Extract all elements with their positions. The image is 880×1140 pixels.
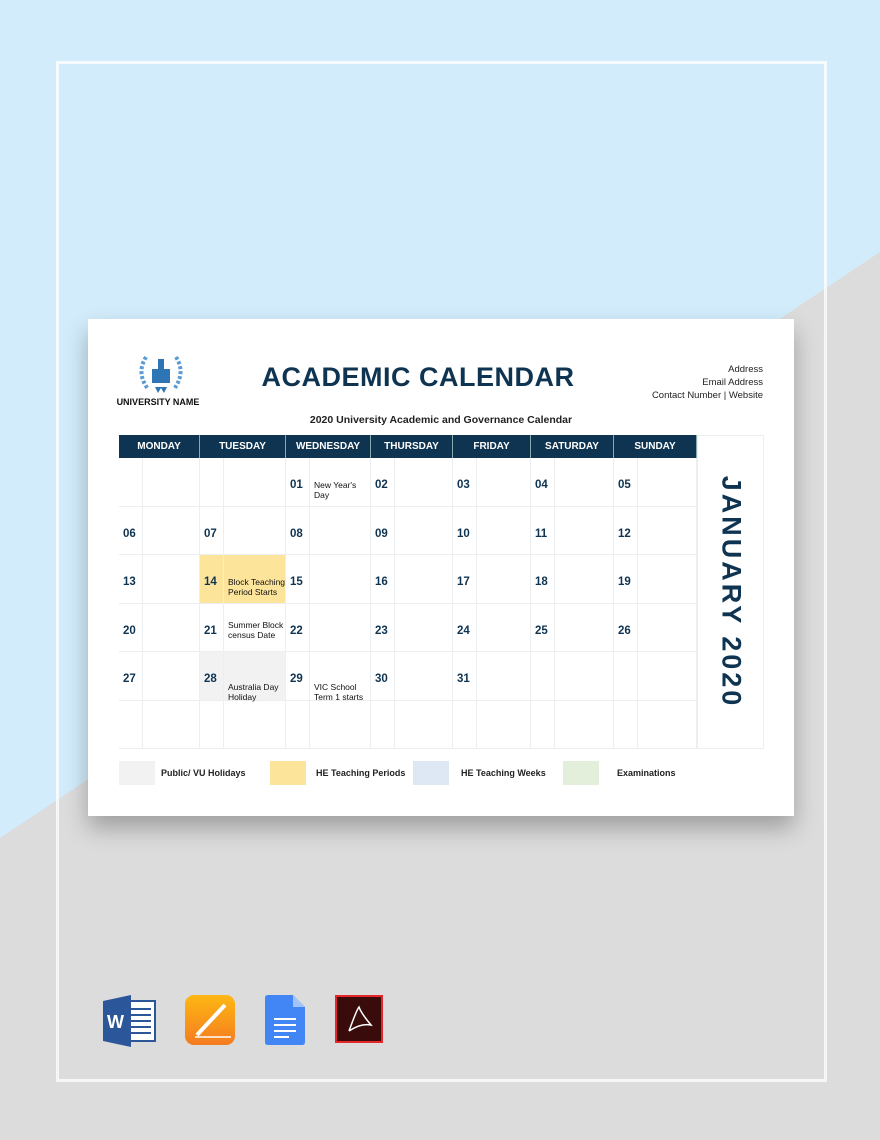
cell-divider: [309, 507, 310, 555]
cell-divider: [223, 458, 224, 506]
day-number: 18: [535, 576, 548, 588]
cell-divider: [394, 604, 395, 652]
day-event-note: VIC School Term 1 starts: [314, 682, 364, 702]
day-number: 12: [618, 527, 631, 540]
day-cell[interactable]: [371, 701, 453, 750]
day-cell[interactable]: [614, 701, 697, 750]
cell-divider: [394, 458, 395, 506]
day-number: 08: [290, 527, 303, 540]
contact-website: Contact Number | Website: [651, 390, 763, 401]
day-cell[interactable]: [200, 555, 286, 604]
legend-label: HE Teaching Periods: [316, 768, 406, 778]
cell-divider: [476, 507, 477, 555]
day-cell[interactable]: [453, 458, 531, 507]
day-cell[interactable]: [531, 458, 614, 507]
cell-divider: [554, 555, 555, 603]
day-number: 14: [204, 576, 217, 588]
cell-divider: [554, 507, 555, 555]
cell-divider: [142, 701, 143, 749]
day-number: 20: [123, 624, 136, 637]
cell-divider: [476, 604, 477, 652]
day-number: 06: [123, 527, 136, 540]
cell-divider: [637, 604, 638, 652]
university-name: UNIVERSITY NAME: [116, 397, 200, 407]
cell-divider: [554, 458, 555, 506]
day-cell[interactable]: [453, 604, 531, 653]
day-cell[interactable]: [453, 701, 531, 750]
pages-icon[interactable]: [185, 995, 237, 1047]
cell-divider: [223, 507, 224, 555]
day-number: 26: [618, 624, 631, 637]
cell-divider: [142, 652, 143, 700]
day-cell[interactable]: [286, 701, 371, 750]
cell-divider: [309, 652, 310, 700]
day-cell[interactable]: [371, 604, 453, 653]
legend-label: Public/ VU Holidays: [161, 768, 246, 778]
cell-divider: [309, 458, 310, 506]
day-cell[interactable]: [200, 701, 286, 750]
day-cell[interactable]: [286, 652, 371, 701]
legend-swatch-teaching_weeks: [413, 761, 449, 785]
contact-block: [652, 363, 763, 402]
day-number: 15: [290, 576, 303, 588]
day-number: 09: [375, 527, 388, 540]
day-cell[interactable]: [286, 507, 371, 556]
cell-divider: [394, 507, 395, 555]
day-cell[interactable]: [614, 458, 697, 507]
day-number: 17: [457, 576, 470, 588]
legend-swatch-exams: [563, 761, 599, 785]
day-number: 13: [123, 576, 136, 588]
day-cell[interactable]: [614, 652, 697, 701]
cell-divider: [554, 652, 555, 700]
legend-label: HE Teaching Weeks: [461, 768, 546, 778]
cell-divider: [394, 652, 395, 700]
day-cell[interactable]: [119, 604, 200, 653]
email: Email Address: [702, 377, 763, 388]
day-cell[interactable]: [371, 652, 453, 701]
cell-divider: [637, 458, 638, 506]
legend-swatch-teaching_period: [270, 761, 306, 785]
day-header-friday: FRIDAY: [453, 435, 531, 458]
calendar-card: [88, 319, 794, 816]
cell-divider: [142, 507, 143, 555]
cell-divider: [637, 701, 638, 749]
cell-divider: [223, 652, 224, 700]
cell-divider: [554, 701, 555, 749]
cell-divider: [476, 652, 477, 700]
address: Address: [728, 364, 763, 375]
day-cell[interactable]: [200, 507, 286, 556]
cell-divider: [476, 458, 477, 506]
day-cell[interactable]: [200, 652, 286, 701]
day-number: 19: [618, 576, 631, 588]
day-number: 25: [535, 624, 548, 637]
cell-divider: [309, 701, 310, 749]
day-event-note: Block Teaching Period Starts: [228, 577, 286, 597]
day-cell[interactable]: [119, 458, 200, 507]
cell-divider: [476, 701, 477, 749]
legend-swatch-holiday: [119, 761, 155, 785]
day-event-note: Summer Block census Date: [228, 619, 284, 640]
day-header-wednesday: WEDNESDAY: [286, 435, 371, 458]
day-cell[interactable]: [286, 555, 371, 604]
cell-divider: [309, 604, 310, 652]
cell-divider: [223, 555, 224, 603]
day-cell[interactable]: [453, 555, 531, 604]
day-event-note: New Year's Day: [314, 480, 357, 500]
cell-divider: [142, 604, 143, 652]
day-number: 02: [375, 479, 388, 491]
cell-divider: [554, 604, 555, 652]
day-number: 29: [290, 673, 303, 685]
day-number: 07: [204, 527, 217, 540]
day-cell[interactable]: [119, 701, 200, 750]
day-number: 10: [457, 527, 470, 540]
day-number: 05: [618, 479, 631, 491]
day-cell[interactable]: [200, 604, 286, 653]
day-cell[interactable]: [531, 701, 614, 750]
day-number: 21: [204, 624, 217, 637]
cell-divider: [223, 604, 224, 652]
day-number: 23: [375, 624, 388, 637]
day-cell[interactable]: [531, 652, 614, 701]
cell-divider: [637, 507, 638, 555]
day-cell[interactable]: [453, 507, 531, 556]
day-number: 16: [375, 576, 388, 588]
day-cell[interactable]: [371, 555, 453, 604]
day-cell[interactable]: [119, 652, 200, 701]
day-cell[interactable]: [286, 604, 371, 653]
day-cell[interactable]: [286, 458, 371, 507]
day-number: 22: [290, 624, 303, 637]
day-number: 11: [535, 527, 548, 540]
day-cell[interactable]: [531, 507, 614, 556]
cell-divider: [394, 701, 395, 749]
subtitle: 2020 University Academic and Governance Calendar: [309, 414, 573, 426]
university-logo-icon: [134, 349, 188, 397]
month-label: JANUARY 2020: [716, 475, 746, 709]
cell-divider: [394, 555, 395, 603]
day-cell[interactable]: [371, 458, 453, 507]
pdf-icon[interactable]: [335, 995, 385, 1047]
day-number: 31: [457, 673, 470, 685]
day-number: 04: [535, 479, 548, 491]
word-icon[interactable]: [101, 995, 157, 1047]
day-cell[interactable]: [453, 652, 531, 701]
day-event-note: Australia Day Holiday: [228, 682, 279, 702]
day-cell[interactable]: [119, 507, 200, 556]
day-cell[interactable]: [614, 604, 697, 653]
day-number: 03: [457, 479, 470, 491]
day-cell[interactable]: [531, 555, 614, 604]
day-header-thursday: THURSDAY: [371, 435, 453, 458]
svg-text:W: W: [107, 1012, 124, 1032]
day-cell[interactable]: [614, 507, 697, 556]
legend-label: Examinations: [617, 768, 676, 778]
cell-divider: [142, 555, 143, 603]
cell-divider: [637, 652, 638, 700]
day-number: 28: [204, 673, 217, 685]
day-number: 24: [457, 624, 470, 637]
cell-divider: [637, 555, 638, 603]
cell-divider: [309, 555, 310, 603]
day-header-tuesday: TUESDAY: [200, 435, 286, 458]
day-cell[interactable]: [200, 458, 286, 507]
day-cell[interactable]: [119, 555, 200, 604]
day-cell[interactable]: [371, 507, 453, 556]
google-docs-icon[interactable]: [265, 995, 307, 1047]
day-number: 27: [123, 673, 136, 685]
day-number: 01: [290, 479, 303, 491]
day-header-saturday: SATURDAY: [531, 435, 614, 458]
cell-divider: [142, 458, 143, 506]
month-label-box: [697, 435, 764, 749]
day-cell[interactable]: [531, 604, 614, 653]
page-title: ACADEMIC CALENDAR: [261, 362, 575, 392]
cell-divider: [223, 701, 224, 749]
day-header-sunday: SUNDAY: [614, 435, 697, 458]
day-cell[interactable]: [614, 555, 697, 604]
cell-divider: [476, 555, 477, 603]
day-header-monday: MONDAY: [119, 435, 200, 458]
day-number: 30: [375, 673, 388, 685]
